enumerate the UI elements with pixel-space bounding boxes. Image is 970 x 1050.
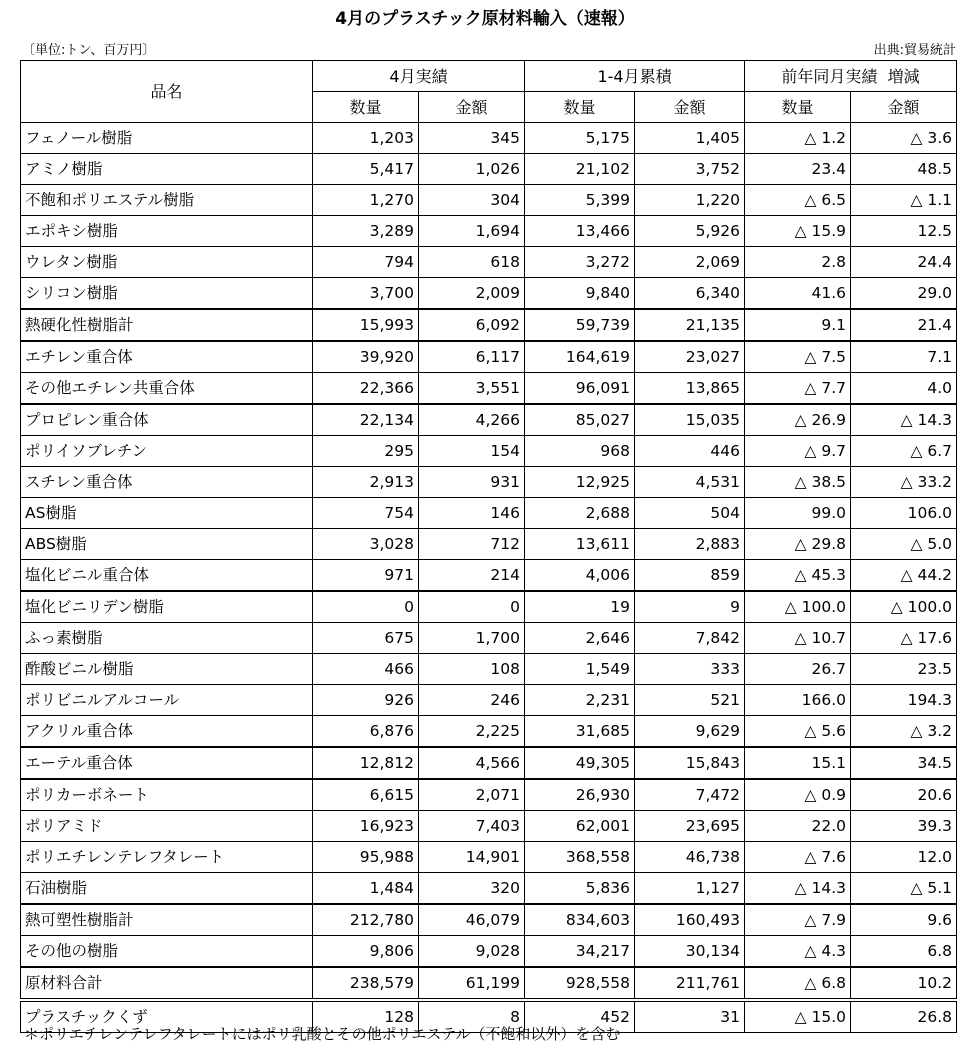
table-row [21, 216, 957, 247]
cell-value: 23,695 [635, 811, 745, 842]
cell-value: 2,225 [419, 716, 525, 748]
cell-value: △ 7.6 [745, 842, 851, 873]
cell-value: 3,289 [313, 216, 419, 247]
table-row [21, 936, 957, 968]
cell-value: 3,700 [313, 278, 419, 310]
col-header-amount: 金額 [419, 92, 525, 123]
table-row [21, 123, 957, 154]
cell-value: 16,923 [313, 811, 419, 842]
cell-value: 24.4 [851, 247, 957, 278]
cell-value: △ 9.7 [745, 436, 851, 467]
cell-value: 2.8 [745, 247, 851, 278]
cell-value: 6.8 [851, 936, 957, 968]
cell-value: 5,417 [313, 154, 419, 185]
table-row [21, 779, 957, 811]
cell-value: △ 45.3 [745, 560, 851, 592]
row-name: 塩化ビニル重合体 [21, 560, 313, 592]
cell-value: 13,865 [635, 373, 745, 405]
cell-value: 4,006 [525, 560, 635, 592]
cell-value: 2,009 [419, 278, 525, 310]
table-row [21, 467, 957, 498]
cell-value: 34,217 [525, 936, 635, 968]
col-header-amount: 金額 [851, 92, 957, 123]
cell-value: 26.7 [745, 654, 851, 685]
cell-value: 295 [313, 436, 419, 467]
cell-value: 4,566 [419, 747, 525, 779]
cell-value: △ 3.2 [851, 716, 957, 748]
row-name: ポリアミド [21, 811, 313, 842]
table-row [21, 842, 957, 873]
cell-value: 49,305 [525, 747, 635, 779]
cell-value: △ 38.5 [745, 467, 851, 498]
row-name: ふっ素樹脂 [21, 623, 313, 654]
cell-value: 368,558 [525, 842, 635, 873]
cell-value: 3,028 [313, 529, 419, 560]
cell-value: 345 [419, 123, 525, 154]
cell-value: 46,738 [635, 842, 745, 873]
table-row [21, 654, 957, 685]
cell-value: 6,117 [419, 341, 525, 373]
page-title: 4月のプラスチック原材料輸入（速報） [335, 9, 635, 29]
cell-value: △ 100.0 [851, 591, 957, 623]
cell-value: △ 3.6 [851, 123, 957, 154]
cell-value: △ 5.0 [851, 529, 957, 560]
cell-value: 164,619 [525, 341, 635, 373]
cell-value: 1,694 [419, 216, 525, 247]
cell-value: 754 [313, 498, 419, 529]
col-header-name: 品名 [21, 61, 313, 123]
cell-value: △ 1.1 [851, 185, 957, 216]
cell-value: 7,472 [635, 779, 745, 811]
cell-value: △ 6.5 [745, 185, 851, 216]
row-name: その他の樹脂 [21, 936, 313, 968]
cell-value: △ 17.6 [851, 623, 957, 654]
cell-value: 85,027 [525, 404, 635, 436]
cell-value: 4,531 [635, 467, 745, 498]
table-row [21, 967, 957, 1000]
cell-value: 15,035 [635, 404, 745, 436]
cell-value: 61,199 [419, 967, 525, 1000]
cell-value: △ 0.9 [745, 779, 851, 811]
import-table [20, 60, 957, 1033]
cell-value: 968 [525, 436, 635, 467]
cell-value: 1,270 [313, 185, 419, 216]
cell-value: 23.4 [745, 154, 851, 185]
cell-value: 1,220 [635, 185, 745, 216]
cell-value: 2,231 [525, 685, 635, 716]
cell-value: △ 14.3 [745, 873, 851, 905]
source-label: 出典:貿易統計 [873, 43, 956, 58]
row-name: 熱可塑性樹脂計 [21, 904, 313, 936]
cell-value: △ 7.5 [745, 341, 851, 373]
row-name: 石油樹脂 [21, 873, 313, 905]
cell-value: 1,549 [525, 654, 635, 685]
cell-value: 7,403 [419, 811, 525, 842]
cell-value: △ 7.7 [745, 373, 851, 405]
cell-value: 859 [635, 560, 745, 592]
row-name: 不飽和ポリエステル樹脂 [21, 185, 313, 216]
row-name: ウレタン樹脂 [21, 247, 313, 278]
table-row [21, 873, 957, 905]
col-header-qty: 数量 [313, 92, 419, 123]
cell-value: 2,883 [635, 529, 745, 560]
cell-value: 5,926 [635, 216, 745, 247]
cell-value: △ 100.0 [745, 591, 851, 623]
cell-value: 30,134 [635, 936, 745, 968]
cell-value: 2,688 [525, 498, 635, 529]
cell-value: 2,913 [313, 467, 419, 498]
cell-value: 5,836 [525, 873, 635, 905]
cell-value: 22.0 [745, 811, 851, 842]
cell-value: 59,739 [525, 309, 635, 341]
cell-value: 971 [313, 560, 419, 592]
cell-value: △ 10.7 [745, 623, 851, 654]
cell-value: 446 [635, 436, 745, 467]
cell-value: 41.6 [745, 278, 851, 310]
row-name: エチレン重合体 [21, 341, 313, 373]
cell-value: 6,615 [313, 779, 419, 811]
row-name: 熱硬化性樹脂計 [21, 309, 313, 341]
footnote: ＊ポリエチレンテレフタレートにはポリ乳酸とその他ポリエステル（不飽和以外）を含む [24, 1025, 621, 1043]
col-header-amount: 金額 [635, 92, 745, 123]
cell-value: 9,629 [635, 716, 745, 748]
cell-value: 834,603 [525, 904, 635, 936]
cell-value: △ 26.9 [745, 404, 851, 436]
cell-value: 31 [635, 1000, 745, 1033]
cell-value: 15.1 [745, 747, 851, 779]
cell-value: 9,840 [525, 278, 635, 310]
cell-value: 14,901 [419, 842, 525, 873]
cell-value: 238,579 [313, 967, 419, 1000]
cell-value: 212,780 [313, 904, 419, 936]
row-name: その他エチレン共重合体 [21, 373, 313, 405]
table-row [21, 247, 957, 278]
table-row [21, 341, 957, 373]
cell-value: 34.5 [851, 747, 957, 779]
cell-value: 504 [635, 498, 745, 529]
cell-value: 1,203 [313, 123, 419, 154]
cell-value: 1,700 [419, 623, 525, 654]
cell-value: 26,930 [525, 779, 635, 811]
cell-value: 146 [419, 498, 525, 529]
table-row [21, 404, 957, 436]
cell-value: 6,092 [419, 309, 525, 341]
table-row [21, 623, 957, 654]
cell-value: 8 [419, 1000, 525, 1033]
cell-value: 39,920 [313, 341, 419, 373]
cell-value: 46,079 [419, 904, 525, 936]
cell-value: 3,752 [635, 154, 745, 185]
row-name: フェノール樹脂 [21, 123, 313, 154]
cell-value: 1,405 [635, 123, 745, 154]
cell-value: △ 29.8 [745, 529, 851, 560]
cell-value: 5,175 [525, 123, 635, 154]
cell-value: 22,134 [313, 404, 419, 436]
cell-value: 3,551 [419, 373, 525, 405]
cell-value: 15,843 [635, 747, 745, 779]
cell-value: 7,842 [635, 623, 745, 654]
row-name: ポリカーボネート [21, 779, 313, 811]
cell-value: 6,876 [313, 716, 419, 748]
cell-value: 5,399 [525, 185, 635, 216]
cell-value: 7.1 [851, 341, 957, 373]
cell-value: 211,761 [635, 967, 745, 1000]
table-body [21, 123, 957, 1033]
cell-value: 521 [635, 685, 745, 716]
cell-value: 95,988 [313, 842, 419, 873]
row-name: エーテル重合体 [21, 747, 313, 779]
table-row [21, 278, 957, 310]
cell-value: 333 [635, 654, 745, 685]
cell-value: 12,925 [525, 467, 635, 498]
row-name: アクリル重合体 [21, 716, 313, 748]
cell-value: 21,102 [525, 154, 635, 185]
cell-value: 23.5 [851, 654, 957, 685]
table-row [21, 904, 957, 936]
cell-value: 108 [419, 654, 525, 685]
cell-value: 926 [313, 685, 419, 716]
cell-value: 466 [313, 654, 419, 685]
col-group-cumulative: 1-4月累積 [525, 61, 745, 92]
cell-value: 128 [313, 1000, 419, 1033]
cell-value: 39.3 [851, 811, 957, 842]
cell-value: 214 [419, 560, 525, 592]
row-name: シリコン樹脂 [21, 278, 313, 310]
cell-value: 13,611 [525, 529, 635, 560]
cell-value: 20.6 [851, 779, 957, 811]
cell-value: 13,466 [525, 216, 635, 247]
table-row [21, 716, 957, 748]
cell-value: 194.3 [851, 685, 957, 716]
cell-value: 4,266 [419, 404, 525, 436]
cell-value: 4.0 [851, 373, 957, 405]
row-name: ポリエチレンテレフタレート [21, 842, 313, 873]
cell-value: 2,071 [419, 779, 525, 811]
table-row [21, 373, 957, 405]
cell-value: 2,646 [525, 623, 635, 654]
cell-value: 31,685 [525, 716, 635, 748]
row-name: プロピレン重合体 [21, 404, 313, 436]
cell-value: 9,806 [313, 936, 419, 968]
row-name: ABS樹脂 [21, 529, 313, 560]
row-name: アミノ樹脂 [21, 154, 313, 185]
cell-value: 712 [419, 529, 525, 560]
cell-value: 21.4 [851, 309, 957, 341]
cell-value: △ 14.3 [851, 404, 957, 436]
cell-value: 9.6 [851, 904, 957, 936]
row-name: 原材料合計 [21, 967, 313, 1000]
cell-value: 23,027 [635, 341, 745, 373]
table-row [21, 185, 957, 216]
row-name: エポキシ樹脂 [21, 216, 313, 247]
cell-value: 15,993 [313, 309, 419, 341]
cell-value: △ 4.3 [745, 936, 851, 968]
cell-value: 246 [419, 685, 525, 716]
cell-value: 166.0 [745, 685, 851, 716]
cell-value: 320 [419, 873, 525, 905]
row-name: ポリビニルアルコール [21, 685, 313, 716]
cell-value: 26.8 [851, 1000, 957, 1033]
header-row-groups [21, 61, 957, 92]
cell-value: 12.5 [851, 216, 957, 247]
col-group-month: 4月実績 [313, 61, 525, 92]
cell-value: 12,812 [313, 747, 419, 779]
cell-value: 0 [419, 591, 525, 623]
cell-value: 21,135 [635, 309, 745, 341]
cell-value: 452 [525, 1000, 635, 1033]
table-row [21, 591, 957, 623]
table-row [21, 309, 957, 341]
table-row [21, 529, 957, 560]
cell-value: △ 6.7 [851, 436, 957, 467]
cell-value: 675 [313, 623, 419, 654]
table-row [21, 685, 957, 716]
cell-value: 2,069 [635, 247, 745, 278]
cell-value: △ 33.2 [851, 467, 957, 498]
cell-value: 618 [419, 247, 525, 278]
cell-value: 29.0 [851, 278, 957, 310]
cell-value: 0 [313, 591, 419, 623]
cell-value: 6,340 [635, 278, 745, 310]
cell-value: 3,272 [525, 247, 635, 278]
row-name: AS樹脂 [21, 498, 313, 529]
cell-value: 1,026 [419, 154, 525, 185]
cell-value: △ 6.8 [745, 967, 851, 1000]
col-header-qty: 数量 [525, 92, 635, 123]
row-name: 塩化ビニリデン樹脂 [21, 591, 313, 623]
cell-value: 10.2 [851, 967, 957, 1000]
cell-value: 48.5 [851, 154, 957, 185]
cell-value: △ 15.0 [745, 1000, 851, 1033]
cell-value: 19 [525, 591, 635, 623]
table-row [21, 747, 957, 779]
table-row [21, 154, 957, 185]
cell-value: 304 [419, 185, 525, 216]
unit-label: 〔単位:トン、百万円〕 [22, 43, 156, 58]
cell-value: △ 1.2 [745, 123, 851, 154]
table-row [21, 560, 957, 592]
row-name: プラスチックくず [21, 1000, 313, 1033]
row-name: ポリイソブレチン [21, 436, 313, 467]
cell-value: 1,484 [313, 873, 419, 905]
cell-value: 154 [419, 436, 525, 467]
cell-value: 62,001 [525, 811, 635, 842]
row-name: 酢酸ビニル樹脂 [21, 654, 313, 685]
cell-value: 96,091 [525, 373, 635, 405]
cell-value: △ 15.9 [745, 216, 851, 247]
cell-value: △ 44.2 [851, 560, 957, 592]
cell-value: △ 7.9 [745, 904, 851, 936]
cell-value: 22,366 [313, 373, 419, 405]
row-name: スチレン重合体 [21, 467, 313, 498]
cell-value: △ 5.6 [745, 716, 851, 748]
cell-value: 1,127 [635, 873, 745, 905]
cell-value: 931 [419, 467, 525, 498]
cell-value: 928,558 [525, 967, 635, 1000]
table-row [21, 811, 957, 842]
cell-value: 99.0 [745, 498, 851, 529]
cell-value: 9 [635, 591, 745, 623]
table-row [21, 436, 957, 467]
cell-value: 9,028 [419, 936, 525, 968]
cell-value: 9.1 [745, 309, 851, 341]
cell-value: 12.0 [851, 842, 957, 873]
cell-value: 160,493 [635, 904, 745, 936]
cell-value: 794 [313, 247, 419, 278]
cell-value: △ 5.1 [851, 873, 957, 905]
col-header-qty: 数量 [745, 92, 851, 123]
col-group-yoy: 前年同月実績 増減 [745, 61, 957, 92]
cell-value: 106.0 [851, 498, 957, 529]
table-row [21, 498, 957, 529]
